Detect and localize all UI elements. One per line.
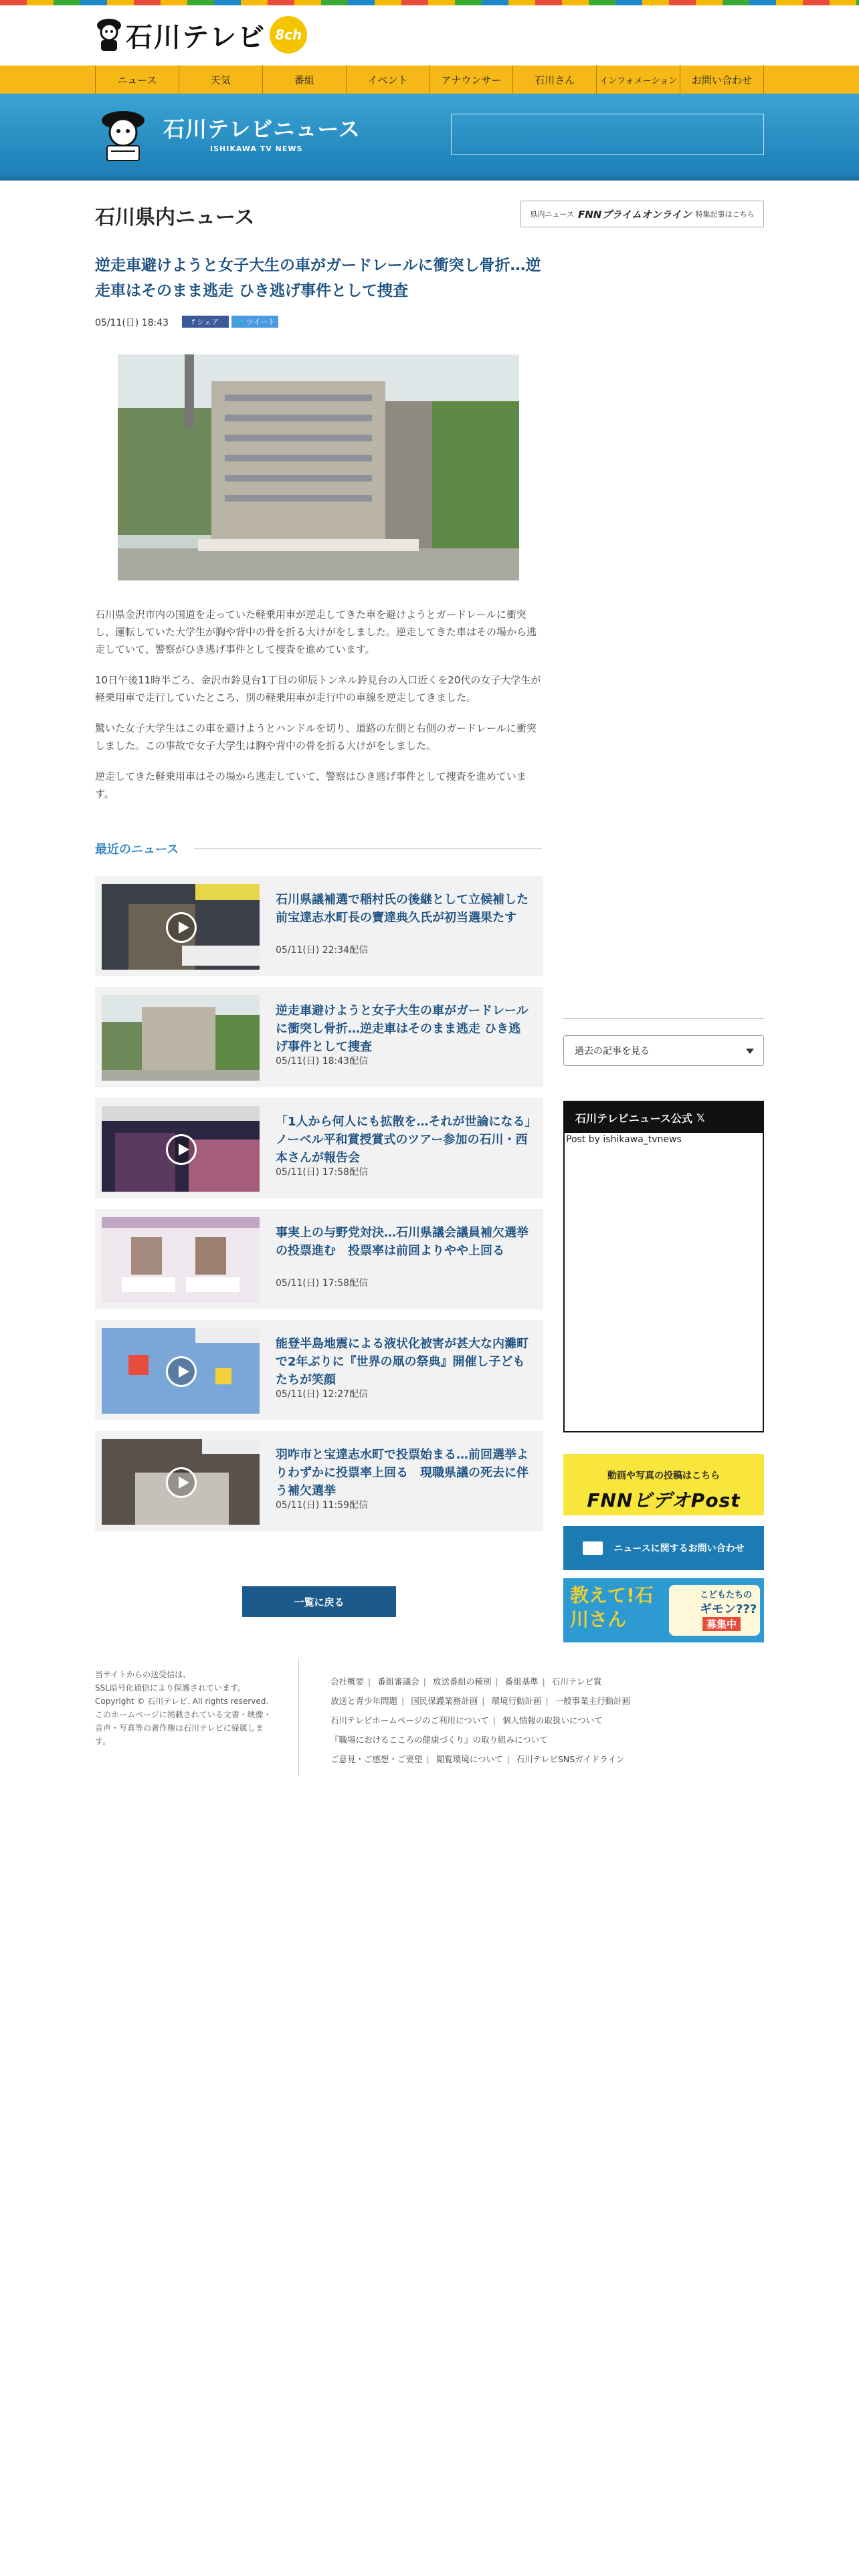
news-card[interactable] (95, 1320, 543, 1420)
footer-link-row (330, 1749, 772, 1769)
nav-item-programs[interactable]: 番組 (262, 66, 346, 94)
nav-item-announcers[interactable]: アナウンサー (430, 66, 513, 94)
fnn-video-post-banner[interactable] (563, 1454, 764, 1515)
article-paragraph: 逆走してきた軽乗用車はその場から逃走していて、警察はひき逃げ事件として捜査を進めています。 (95, 770, 527, 800)
nav-item-events[interactable]: イベント (346, 66, 430, 94)
x-timeline-title: 石川テレビニュース公式 (575, 1111, 692, 1125)
footer-link[interactable]: 番組基準 (504, 1677, 539, 1687)
news-thumbnail (102, 884, 260, 970)
footer-link[interactable]: 会社概要 (330, 1677, 365, 1687)
news-card-date: 05/11(日) 17:58配信 (276, 1278, 369, 1289)
footer-link[interactable]: 放送と青少年問題 (330, 1696, 398, 1706)
archive-select-label: 過去の記事を見る (575, 1046, 650, 1057)
top-color-stripe (0, 0, 859, 5)
footer-link[interactable]: ご意見・ご感想・ご要望 (330, 1754, 423, 1764)
x-post-link[interactable]: Post by ishikawa_tvnews (566, 1134, 682, 1145)
article-paragraph: 驚いた女子大学生はこの車を避けようとハンドルを切り、道路の左側と右側のガードレールに衝突しました。この事故で女子大学生は胸や背中の骨を折る大けがをしました。 (95, 722, 537, 752)
news-card-title: 石川県議補選で稲村氏の後継として立候補した前宝達志水町長の寶達典久氏が初当選果たす (276, 893, 529, 925)
link-separator: | (426, 1754, 430, 1764)
news-card-date: 05/11(日) 11:59配信 (276, 1500, 369, 1511)
x-logo-icon: 𝕏 (696, 1111, 705, 1124)
footer-link[interactable]: 石川テレビホームページのご利用について (330, 1715, 489, 1725)
footer-link-row (330, 1730, 772, 1749)
footer-notice-line: SSL暗号化通信により保護されています。 (95, 1683, 246, 1693)
kids-banner-panel (669, 1585, 760, 1636)
video-post-caption: 動画や写真の投稿はこちら (607, 1471, 720, 1481)
nav-item-weather[interactable]: 天気 (179, 66, 262, 94)
footer-link[interactable]: 個人情報の取扱いについて (502, 1715, 603, 1725)
news-card-title: 羽咋市と宝達志水町で投票始まる…前回選挙よりわずかに投票率上回る 現職県議の死去に伴う補欠選挙 (276, 1448, 529, 1498)
footer-links (330, 1672, 772, 1769)
footer-notice (95, 1668, 276, 1748)
nav-item-information[interactable]: インフォメーション (596, 66, 680, 94)
article-body (95, 606, 543, 816)
news-card-date: 05/11(日) 12:27配信 (276, 1389, 369, 1400)
news-card-date: 05/11(日) 17:58配信 (276, 1167, 369, 1178)
site-logo[interactable] (95, 15, 307, 55)
banner-ad-slot[interactable] (451, 114, 764, 155)
footer-link[interactable]: 番組審議会 (377, 1677, 419, 1687)
banner-bottom-line (0, 177, 859, 181)
footer-notice-line: このホームページに掲載されている文書・映像・音声・写真等の著作権は石川テレビに帰属します。 (95, 1710, 272, 1746)
news-thumbnail (102, 1328, 260, 1414)
x-timeline-widget[interactable] (563, 1101, 764, 1432)
fnn-suffix: 特集記事はこちら (695, 210, 755, 219)
news-card[interactable] (95, 1431, 543, 1531)
link-separator: | (545, 1696, 549, 1706)
nav-item-contact[interactable]: お問い合わせ (680, 66, 764, 94)
play-icon (166, 1356, 197, 1387)
footer-link[interactable]: 一般事業主行動計画 (555, 1696, 631, 1706)
news-card[interactable] (95, 987, 543, 1087)
fnn-brand: FNNプライムオンライン (577, 208, 692, 221)
footer-link[interactable]: 『職場におけるこころの健康づくり』の取り組みについて (330, 1735, 548, 1745)
news-card-title: 事実上の与野党対決…石川県議会議員補欠選挙の投票進む 投票率は前回よりやや上回る (276, 1226, 529, 1258)
fnn-prime-link[interactable] (520, 201, 764, 227)
back-to-list-button[interactable]: 一覧に戻る (242, 1586, 396, 1617)
footer-link-row (330, 1672, 772, 1691)
news-card-title: 「1人から何人にも拡散を…それが世論になる」ノーベル平和賞授賞式のツアー参加の石川・西本さんが報告会 (276, 1115, 531, 1165)
mascot-icon (95, 17, 123, 52)
banner-subtitle: ISHIKAWA TV NEWS (210, 144, 303, 153)
facebook-share-label: シェア (197, 318, 219, 326)
footer-notice-line: 当サイトからの送受信は、 (95, 1670, 191, 1679)
archive-select[interactable] (563, 1035, 764, 1066)
link-separator: | (401, 1696, 405, 1706)
play-icon (166, 1467, 197, 1498)
sidebar-divider (563, 1018, 764, 1019)
fnn-prefix: 県内ニュース (530, 210, 574, 219)
link-separator: | (368, 1677, 371, 1687)
footer-notice-line: Copyright © 石川テレビ. All rights reserved. (95, 1697, 269, 1706)
footer-link[interactable]: 石川テレビ賞 (551, 1677, 602, 1687)
section-divider (194, 848, 542, 849)
kids-question-banner[interactable] (563, 1578, 764, 1642)
article-photo (118, 354, 519, 580)
link-separator: | (495, 1677, 498, 1687)
footer-link-row (330, 1691, 772, 1711)
footer-link[interactable]: 放送番組の種別 (432, 1677, 492, 1687)
footer-link[interactable]: 石川テレビSNSガイドライン (516, 1754, 625, 1764)
link-separator: | (492, 1715, 496, 1725)
chevron-down-icon (746, 1049, 754, 1054)
recent-news-heading: 最近のニュース (95, 843, 179, 857)
article-paragraph: 10日午後11時半ごろ、金沢市鈴見台1丁目の卯辰トンネル鈴見台の入口近くを20代の女子大学生が軽乗用車で走行していたところ、別の軽乗用車が走行中の車線を逆走してきました。 (95, 674, 541, 704)
play-icon (166, 1134, 197, 1165)
news-card[interactable] (95, 876, 543, 976)
kids-banner-line1: こどもたちの (700, 1590, 753, 1600)
news-contact-banner[interactable] (563, 1526, 764, 1570)
nav-item-news[interactable]: ニュース (95, 66, 179, 94)
news-thumbnail (102, 1106, 260, 1192)
kids-banner-title: 教えて!石川さん (570, 1584, 654, 1630)
news-banner (0, 94, 859, 181)
footer-link[interactable]: 閲覧環境について (436, 1754, 503, 1764)
news-card-date: 05/11(日) 18:43配信 (276, 1056, 369, 1067)
footer-link-row (330, 1711, 772, 1730)
link-separator: | (423, 1677, 426, 1687)
logo-text: 石川テレビ (126, 21, 266, 53)
news-thumbnail (102, 995, 260, 1081)
news-contact-label: ニュースに関するお問い合わせ (613, 1543, 745, 1554)
link-separator: | (482, 1696, 485, 1706)
news-card-date: 05/11(日) 22:34配信 (276, 945, 369, 956)
x-timeline-header (565, 1102, 763, 1133)
kids-banner-line2: ギモン??? (700, 1602, 757, 1616)
nav-item-ishikawa-san[interactable]: 石川さん (512, 66, 596, 94)
news-card-title: 能登半島地震による液状化被害が甚大な内灘町で2年ぶりに『世界の凧の祭典』開催し子どもたちが笑顔 (276, 1337, 529, 1387)
play-icon (166, 912, 197, 943)
banner-title: 石川テレビニュース (163, 116, 361, 142)
footer-link[interactable]: 国民保護業務計画 (411, 1696, 478, 1706)
page-title: 石川県内ニュース (95, 206, 255, 229)
banner-mascot-icon (95, 107, 151, 163)
news-card-title: 逆走車避けようと女子大生の車がガードレールに衝突し骨折…逆走車はそのまま逃走 ひき逃げ事件として捜査 (276, 1004, 529, 1054)
mail-icon (583, 1541, 603, 1555)
news-card[interactable] (95, 1209, 543, 1309)
news-thumbnail (102, 1439, 260, 1525)
link-separator: | (506, 1754, 510, 1764)
global-nav (0, 66, 859, 94)
article-paragraph: 石川県金沢市内の国道を走っていた軽乗用車が逆走してきた車を避けようとガードレールに衝突し、運転していた大学生が胸や背中の骨を折る大けがをしました。逆走してきた車はその場から逃走していて、警察がひき逃げ事件として捜査を進めています。 (95, 609, 537, 655)
twitter-share-label: ツイート (246, 318, 276, 326)
kids-banner-line3: 募集中 (702, 1617, 741, 1631)
link-separator: | (542, 1677, 545, 1687)
facebook-share-button[interactable]: f シェア (182, 316, 229, 328)
news-card[interactable] (95, 1098, 543, 1198)
article-title: 逆走車避けようと女子大生の車がガードレールに衝突し骨折…逆走車はそのまま逃走 ひき逃げ事件として捜査 (95, 257, 541, 300)
video-post-brand: FNNビデオPost (587, 1489, 741, 1511)
footer-link[interactable]: 環境行動計画 (491, 1696, 542, 1706)
twitter-share-button[interactable]: 🐦 ツイート (231, 316, 278, 328)
news-thumbnail (102, 1217, 260, 1303)
footer-divider (298, 1658, 299, 1776)
article-date: 05/11(日) 18:43 (95, 318, 169, 328)
logo-channel-badge: 8ch (270, 16, 307, 53)
